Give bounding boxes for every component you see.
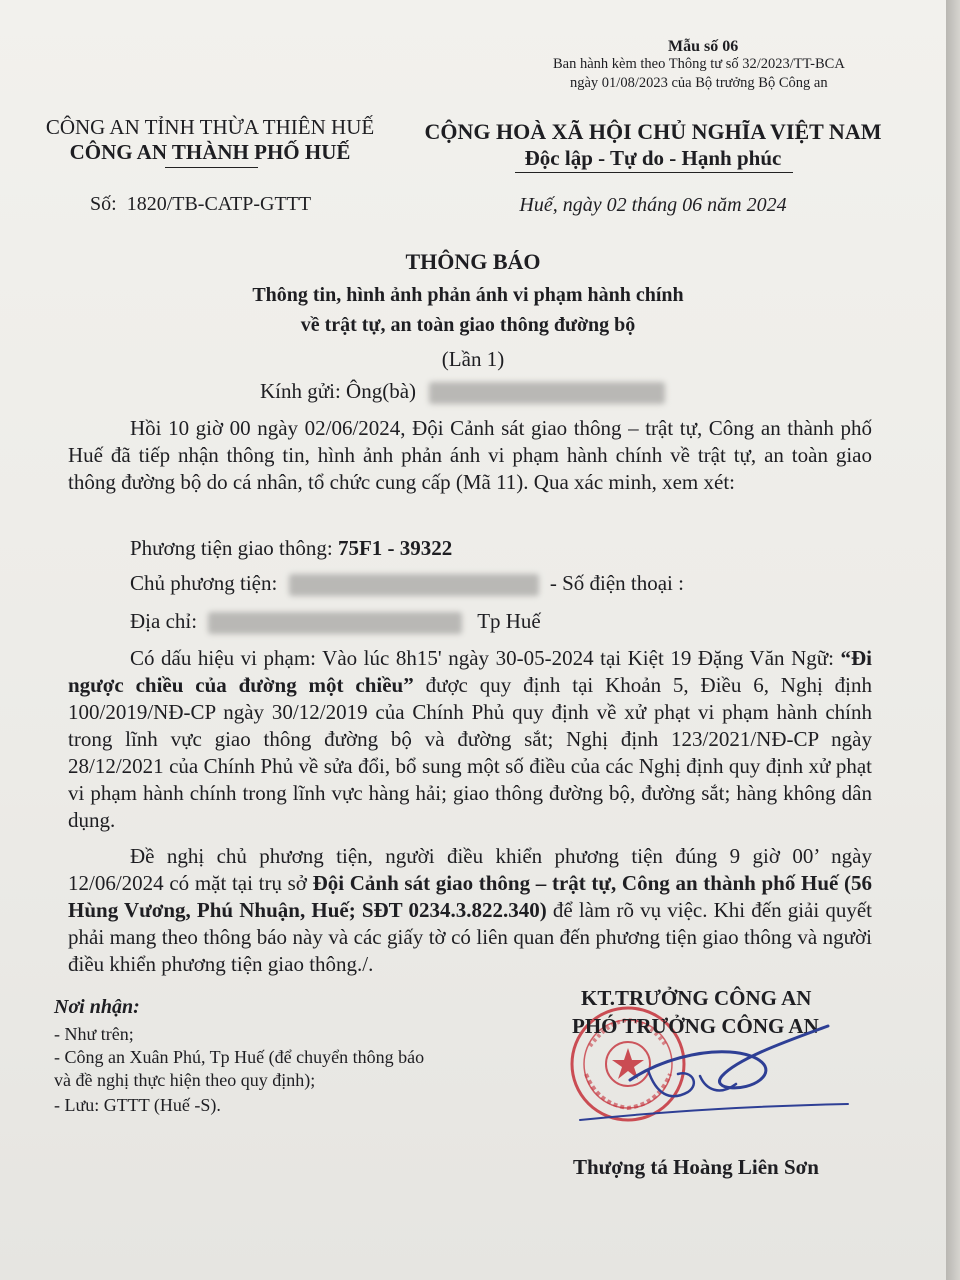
notice-subtitle-1: Thông tin, hình ảnh phản ánh vi phạm hành chính	[252, 284, 684, 306]
salutation	[260, 379, 665, 404]
form-number: Mẫu số 06	[668, 38, 739, 55]
request-text-2: để làm rõ vụ việc. Khi đến giải quyết phải mang theo thông báo này và các giấy tờ có liên quan đến phương tiện giao thông và người điều khiển phương tiện giao thông./.	[68, 898, 873, 976]
form-issued-line2: ngày 01/08/2023 của Bộ trưởng Bộ Công an	[570, 75, 828, 91]
redacted-recipient-name	[429, 382, 665, 404]
motto-underline	[515, 172, 793, 173]
recipient-item: - Công an Xuân Phú, Tp Huế (để chuyển thông báo	[54, 1047, 425, 1067]
number-label: Số:	[90, 193, 117, 215]
agency-underline	[165, 167, 258, 168]
vehicle-row	[130, 536, 452, 561]
violation-text-1: Có dấu hiệu vi phạm: Vào lúc 8h15' ngày 30-05-2024 tại Kiệt 19 Đặng Văn Ngữ:	[130, 646, 841, 670]
address-label: Địa chỉ:	[130, 609, 198, 633]
violation-text-2: được quy định tại Khoản 5, Điều 6, Nghị định 100/2019/NĐ-CP ngày 30/12/2019 của Chính Phủ quy định về xử phạt vi phạm hành chính trong lĩnh vực giao thông đường bộ và đường sắt; Nghị định 123/2021/NĐ-CP ngày 28/12/2021 của Chính Phủ về sửa đổi, bổ sung một số điều của các Nghị định quy định xử phạt vi phạm hành chính trong lĩnh vực hàng hải; giao thông đường bộ, đường sắt; hàng không dân dụng.	[68, 673, 872, 832]
page-edge	[946, 0, 960, 1280]
address-city: Tp Huế	[477, 609, 541, 633]
nation-motto: Độc lập - Tự do - Hạnh phúc	[524, 146, 782, 170]
signature-title-1: KT.TRƯỞNG CÔNG AN	[581, 986, 812, 1010]
number-value: 1820/TB-CATP-GTTT	[126, 193, 312, 215]
owner-label: Chủ phương tiện:	[130, 571, 278, 595]
recipient-item: - Như trên;	[54, 1024, 134, 1044]
agency-parent: CÔNG AN TỈNH THỪA THIÊN HUẾ	[45, 115, 375, 139]
request-paragraph	[68, 843, 872, 978]
notice-round: (Lần 1)	[441, 347, 505, 371]
address-row	[130, 609, 541, 634]
document-number	[90, 193, 311, 216]
recipients-heading: Nơi nhận:	[54, 996, 140, 1018]
intro-text: Hồi 10 giờ 00 ngày 02/06/2024, Đội Cảnh sát giao thông – trật tự, Công an thành phố Huế đã tiếp nhận thông tin, hình ảnh phản ánh vi phạm hành chính về trật tự, an toàn giao thông đường bộ do cá nhân, tổ chức cung cấp (Mã 11). Qua xác minh, xem xét:	[68, 416, 872, 494]
form-issued-line1: Ban hành kèm theo Thông tư số 32/2023/TT-BCA	[553, 56, 845, 72]
request-text-1: Đề nghị chủ phương tiện, người điều khiển phương tiện đúng 9 giờ 00’ ngày 12/06/2024 có mặt tại trụ sở	[68, 844, 872, 895]
phone-label: - Số điện thoại :	[549, 571, 684, 595]
recipient-item: - Lưu: GTTT (Huế -S).	[54, 1095, 221, 1115]
agency-name: CÔNG AN THÀNH PHỐ HUẾ	[69, 140, 351, 164]
signer-name: Thượng tá Hoàng Liên Sơn	[573, 1155, 819, 1179]
signature-title-2: PHÓ TRƯỞNG CÔNG AN	[572, 1014, 819, 1038]
nation-title: CỘNG HOÀ XÃ HỘI CHỦ NGHĨA VIỆT NAM	[424, 119, 882, 144]
notice-title: THÔNG BÁO	[405, 249, 541, 274]
recipient-item: và đề nghị thực hiện theo quy định);	[54, 1070, 316, 1090]
handwritten-signature	[560, 1010, 880, 1130]
vehicle-plate: 75F1 - 39322	[337, 536, 453, 560]
violation-paragraph	[68, 645, 872, 834]
redacted-address	[208, 612, 462, 634]
vehicle-label: Phương tiện giao thông:	[130, 536, 333, 560]
notice-subtitle-2: về trật tự, an toàn giao thông đường bộ	[300, 314, 636, 336]
request-office: Đội Cảnh sát giao thông – trật tự, Công an thành phố Huế (56 Hùng Vương, Phú Nhuận, Huế; SĐT 0234.3.822.340)	[68, 871, 872, 922]
violation-act: “Đi ngược chiều của đường một chiều”	[68, 646, 872, 697]
redacted-owner-name	[289, 574, 539, 596]
date-line: Huế, ngày 02 tháng 06 năm 2024	[519, 194, 787, 216]
owner-row	[130, 571, 684, 596]
salutation-label: Kính gửi: Ông(bà)	[260, 379, 417, 403]
intro-paragraph	[68, 415, 872, 496]
